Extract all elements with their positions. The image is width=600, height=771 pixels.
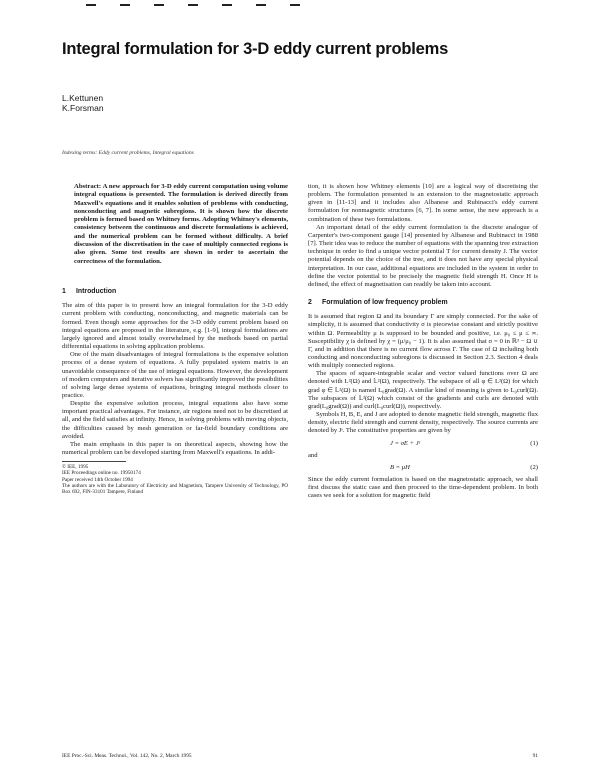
footnote: IEE Proceedings online no. 19950174 [62,470,141,477]
left-column [62,183,288,495]
paragraph: It is assumed that region Ω and its boundary Γ are simply connected. For the sake of simplicity, it is assumed that conductivity σ is piecewise constant and strictly positive within Ω. Permeability μ is supposed to be bounded and positive, i.e. μ₀ ≤ μ ≤ ∞. Susceptibility χ is defined by χ = (μ/μ₀ − 1). It is also assumed that σ = 0 in ℝ³ − Ω ∪ Γ, and in addition that there is no current flow across Γ. The case of Ω including both conducting and nonconducting subregions is discussed in Section 2.3. Section 4 deals with multiply connected regions. [308,313,538,370]
section-number: 1 [62,287,66,295]
crop-mark [154,4,164,6]
crop-mark [120,4,130,6]
crop-mark [86,4,96,6]
and-word: and [308,451,318,459]
equation-number: (2) [530,463,538,471]
paragraph: The spaces of square-integrable scalar and vector valued functions over Ω are denoted with L²(Ω) and 𝕃²(Ω), respectively. The subspace of all φ ∈ L²(Ω) for which grad φ ∈ 𝕃²(Ω) is named L₀grad(Ω). A similar kind of meaning is given to L₀curl(Ω). The subspaces of 𝕃²(Ω) which consist of the gradients and curls are denoted with grad(L₀grad(Ω)) and curl(L₀curl(Ω)), respectively. [308,370,538,410]
footnote-rule [62,461,126,462]
section-heading [62,288,288,296]
footnote: Paper received 14th October 1994 [62,476,133,483]
footnote: The authors are with the Laboratory of Electricity and Magnetism, Tampere University of Technology, PO Box 692, FIN-33101 Tampere, Finland [62,482,288,496]
paragraph: Symbols H, B, E, and J are adopted to denote magnetic field strength, magnetic flux density, electric field strength and current density, respectively. The source currents are denoted by Jˢ. The constitutive properties are given by [308,411,538,435]
author: K.Forsman [62,103,104,113]
paragraph: The aim of this paper is to present how an integral formulation for the 3-D eddy current problem with conducting, nonconducting, and magnetic materials can be formed. Even though some approaches for the 3-D eddy current problem based on integral equations are proposed in the literature, e.g. [1-9], integral formulations are largely ignored and almost totally overwhelmed by the methods based on partial differential equations in solving application problems. [62,302,288,351]
equation-body: B = μH [390,463,410,471]
author-list [62,93,104,113]
crop-mark [290,4,300,6]
section-title: Formulation of low frequency problem [322,299,448,307]
author: L.Kettunen [62,93,104,103]
crop-mark [256,4,266,6]
paragraph: The main emphasis in this paper is on theoretical aspects, showing how the numerical problem can be developed starting from Maxwell's equations. In addi- [62,440,288,457]
section-title: Introduction [76,287,117,295]
page-number: 91 [532,753,538,759]
paragraph: An important detail of the eddy current formulation is the discrete analogue of Carpenter's two-component gauge [14] presented by Albanese and Rubinacci in 1988 [7]. Their idea was to reduce the number of equations with the spanning tree extraction technique in order to find a unique vector potential T for current density J. The vector potential depends on the choice of the tree, and it does not have any special physical interpretation. In our case, additional equations are included in the system in order to define the vector potential to be precisely the magnetic field strength H. Once H is defined, the effect of magnetisation can readily be taken into account. [308,223,538,288]
index-terms: Indexing terms: Eddy current problems, Integral equations [62,150,194,156]
equation-body: J = σE + Jˢ [390,439,421,447]
crop-mark [188,4,198,6]
journal-citation: IEE Proc.-Sci. Meas. Technol., Vol. 142, No. 2, March 1995 [62,753,192,759]
footnotes [62,464,288,495]
paragraph: One of the main disadvantages of integral formulations is the expensive solution process of a dense system of equations. A fully populated system matrix is an unavoidable consequence of the use of integral equations. However, the development of modern computers and iterative solvers has significantly improved the possibilities of solving large dense systems of equations, bringing integral methods closer to practice. [62,351,288,399]
abstract [62,183,288,266]
section-heading [308,299,538,307]
paper-title: Integral formulation for 3-D eddy current problems [62,40,449,58]
equation [308,464,538,472]
crop-mark [222,4,232,6]
abstract-text: A new approach for 3-D eddy current computation using volume integral equations is presented. The formulation is derived directly from Maxwell's equations and it enables solution of problems with conducting, nonconducting and magnetic subregions. It is shown how the discrete problem is formed based on Whitney forms. Adopting Whitney's elements, consistency between the continuous and discrete formulations is achieved, and the numerical problem can be formed without difficulty. A brief discussion of the discretisation in the case of multiply connected regions is also given. Some test results are shown in order to ascertain the correctness of the formulation. [74,183,288,265]
paragraph: Since the eddy current formulation is based on the magnetostatic approach, we shall first discuss the static case and then proceed to the time-dependent problem. In both cases we seek for a solution for magnetic field [308,476,538,500]
abstract-label: Abstract: [74,183,102,190]
paragraph: tion, it is shown how Whitney elements [10] are a logical way of discretising the problem. The formulation presented is an extension to the magnetostatic approach given in [11-13] and it includes also Albanese and Rubinacci's eddy current formulation for nonmagnetic structures [6, 7]. In some sense, the new approach is a combination of these two formulations. [308,183,538,223]
page-footer [62,753,538,759]
equation [308,440,538,448]
right-column [308,183,538,500]
equation-number: (1) [530,439,538,447]
paragraph: Despite the expensive solution process, integral equations also have some important practical advantages. For instance, air regions need not to be discretised at all, and the field satisfies at infinity. Hence, in solving problems with moving objects, the difficulties caused by mesh generation or far-field boundary conditions are avoided. [62,400,288,440]
section-number: 2 [308,299,312,307]
footnote: © IEE, 1995 [62,464,89,471]
